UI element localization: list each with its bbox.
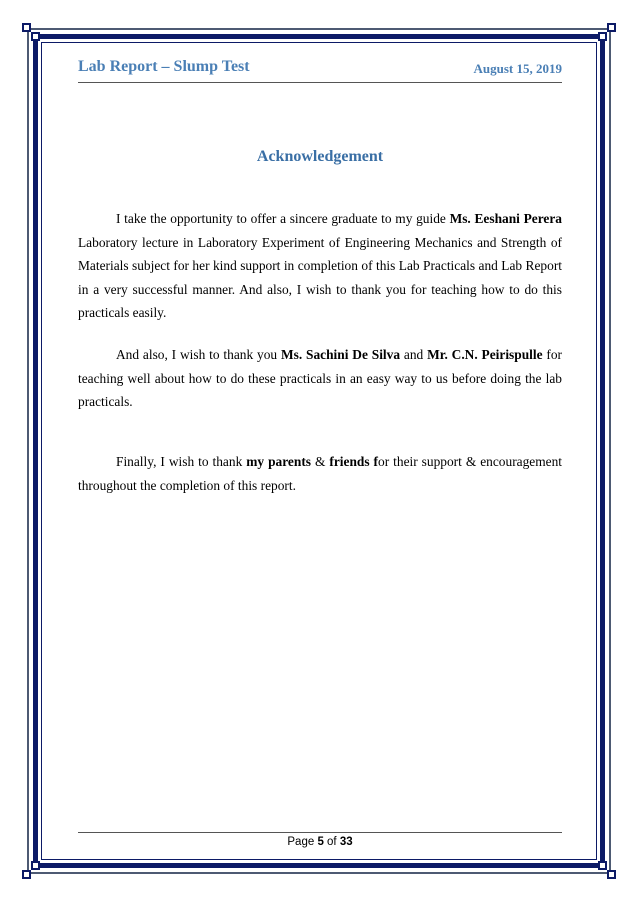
footer-divider xyxy=(78,832,562,833)
paragraph-instructors-thanks xyxy=(78,343,562,414)
friends-text: friends f xyxy=(329,454,379,469)
page-number xyxy=(78,836,562,848)
paragraph-text: for teaching well about how to do these practicals in an easy way to us before doing the lab practicals. xyxy=(78,347,563,409)
paragraph-family-thanks xyxy=(78,450,562,497)
corner-ornament-bottom-left xyxy=(22,857,44,879)
paragraph-guide-thanks xyxy=(78,207,562,325)
corner-ornament-bottom-right xyxy=(594,857,616,879)
parents-text: my parents xyxy=(246,454,311,469)
report-title: Lab Report – Slump Test xyxy=(78,58,250,75)
page-label: Page xyxy=(287,836,318,848)
instructor-name-2: Mr. C.N. Peirispulle xyxy=(427,347,543,362)
guide-name: Ms. Eeshani Perera xyxy=(449,211,563,226)
corner-ornament-top-right xyxy=(594,23,616,45)
paragraph-text: Laboratory lecture in Laboratory Experiment of Engineering Mechanics and Strength of Materials subject for her kind support in completion of this Lab Practicals and Lab Report in a very successful manner. And also, I wish to thank you for teaching how to do this practicals easily. xyxy=(78,234,562,320)
section-heading: Acknowledgement xyxy=(256,148,384,165)
current-page: 5 xyxy=(317,836,324,848)
report-date: August 15, 2019 xyxy=(473,61,562,76)
page-header xyxy=(78,56,562,83)
paragraph-text: And also, I wish to thank you xyxy=(116,347,281,362)
paragraph-text: and xyxy=(400,347,428,362)
paragraph-text: Finally, I wish to thank xyxy=(116,454,247,469)
of-label: of xyxy=(323,836,340,848)
corner-ornament-top-left xyxy=(22,23,44,45)
total-pages: 33 xyxy=(339,836,353,848)
paragraph-text: I take the opportunity to offer a sincere graduate to my guide xyxy=(116,211,450,226)
paragraph-text: & xyxy=(311,454,330,469)
instructor-name-1: Ms. Sachini De Silva xyxy=(280,347,401,362)
paragraph-text: or their support & encouragement throughout the completion of this report. xyxy=(78,454,563,493)
